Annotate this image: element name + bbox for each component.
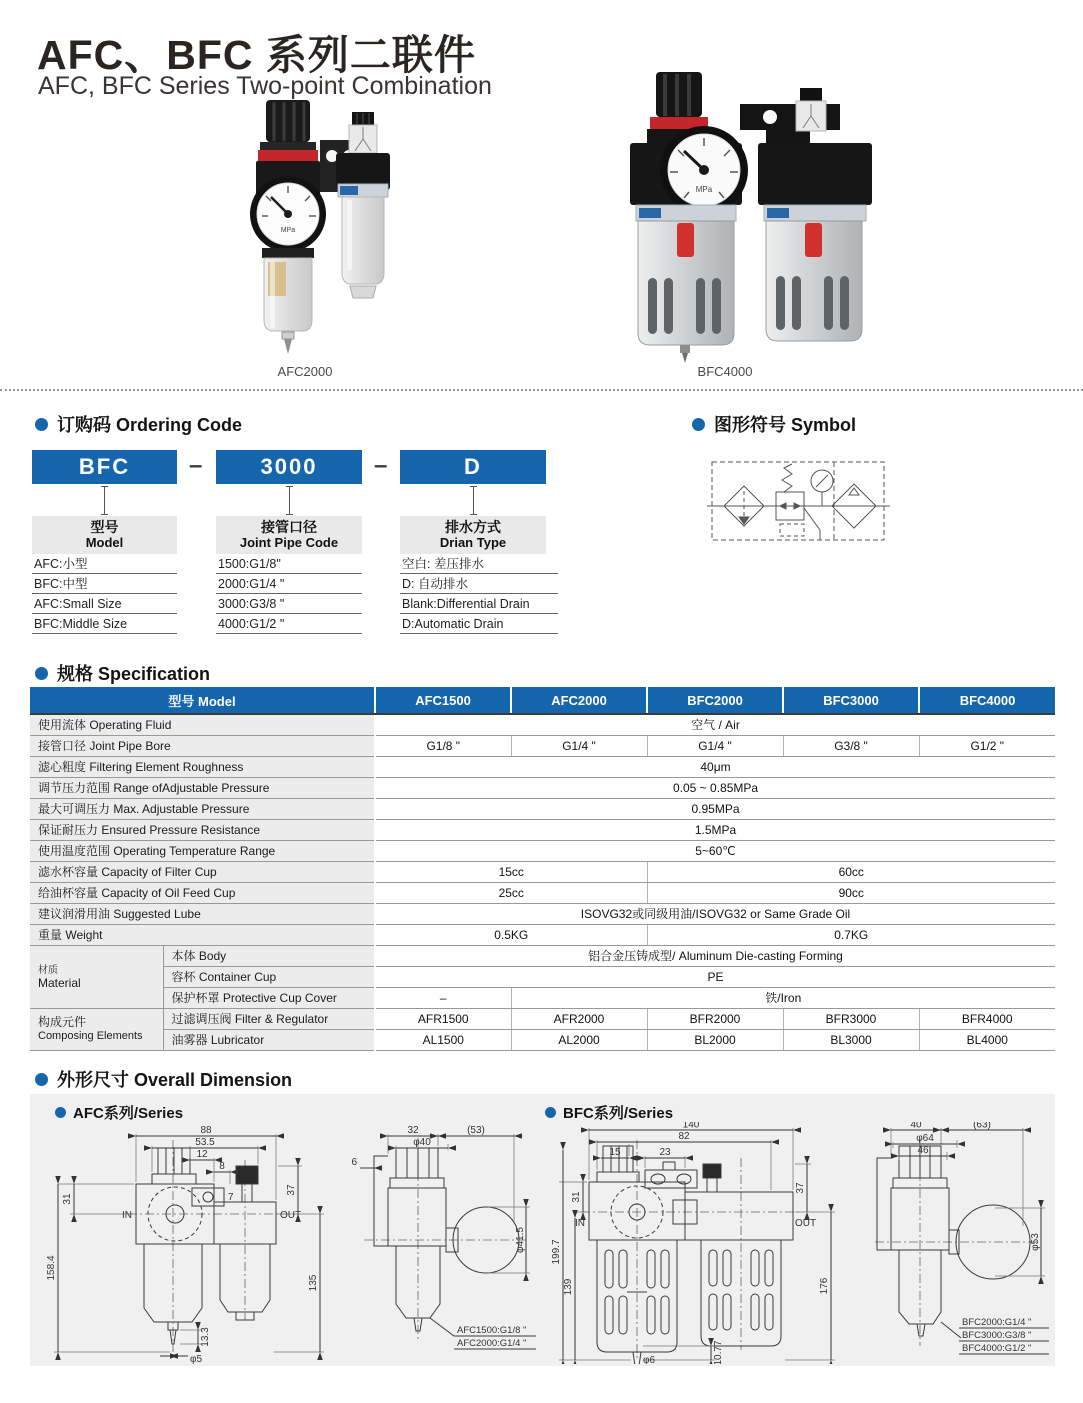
column-title-zh: 排水方式 — [445, 519, 501, 535]
dim-63-paren: (63) — [973, 1122, 991, 1131]
group-label-en: Material — [38, 976, 81, 990]
spec-header-row — [30, 687, 1055, 714]
bfc-series-heading — [545, 1102, 673, 1123]
bfc-pressure-gauge — [660, 126, 748, 214]
bfc-side-drawing — [845, 1122, 1055, 1369]
table-row — [30, 840, 1055, 861]
spec-cell: 0.95MPa — [375, 798, 1055, 819]
spec-cell: 25cc — [375, 882, 647, 903]
spec-group-composing — [30, 1008, 163, 1050]
dim-15: 15 — [609, 1147, 621, 1158]
bfc-port-note-3: BFC4000:G1/2 " — [962, 1343, 1032, 1354]
column-title-zh: 型号 — [90, 519, 119, 535]
bfc-side-view — [845, 1122, 1055, 1364]
table-row — [30, 924, 1055, 945]
section-bullet-icon — [692, 418, 705, 431]
spec-cell: ISOVG32或同级用油/ISOVG32 or Same Grade Oil — [375, 903, 1055, 924]
dotted-divider — [0, 389, 1083, 391]
table-row — [30, 903, 1055, 924]
dim-53-paren: (53) — [467, 1125, 485, 1136]
spec-cell: AL1500 — [375, 1029, 511, 1050]
out-label: OUT — [795, 1218, 817, 1229]
page-subtitle: AFC, BFC Series Two-point Combination — [38, 72, 492, 100]
spec-sub-label: 容杯 Container Cup — [163, 966, 375, 987]
spec-row-label: 重量 Weight — [30, 924, 375, 945]
column-title-en: Joint Pipe Code — [239, 535, 339, 550]
spec-cell: 空气 / Air — [375, 714, 1055, 735]
spec-header-col: AFC1500 — [375, 687, 511, 714]
series-bullet-icon — [55, 1107, 66, 1118]
symbol-heading-text: 图形符号 Symbol — [714, 415, 857, 435]
table-row — [30, 756, 1055, 777]
dim-phi41-5: φ41.5 — [515, 1227, 526, 1253]
table-row — [30, 1029, 1055, 1050]
dim-53-5: 53.5 — [195, 1137, 215, 1148]
table-row — [30, 798, 1055, 819]
afc-product-label: AFC2000 — [277, 364, 333, 379]
column-title-en: Drian Type — [439, 535, 507, 550]
dim-135: 135 — [308, 1274, 319, 1292]
ordering-column-title — [400, 516, 546, 554]
ordering-option: D: 自动排水 — [400, 574, 558, 594]
ordering-column-model — [32, 516, 177, 634]
spec-row-label: 接管口径 Joint Pipe Bore — [30, 735, 375, 756]
ordering-code-heading — [35, 411, 242, 437]
ordering-option: BFC:Middle Size — [32, 614, 177, 634]
spec-row-label: 滤心粗度 Filtering Element Roughness — [30, 756, 375, 777]
section-bullet-icon — [35, 418, 48, 431]
section-bullet-icon — [35, 1073, 48, 1086]
spec-cell: BFR3000 — [783, 1008, 919, 1029]
afc-product-illustration — [222, 96, 422, 361]
dim-88: 88 — [200, 1125, 212, 1136]
spec-row-label: 调节压力范围 Range ofAdjustable Pressure — [30, 777, 375, 798]
dim-32: 32 — [407, 1125, 419, 1136]
bfc-front-drawing — [545, 1122, 845, 1369]
spec-cell: AFR2000 — [511, 1008, 647, 1029]
dim-7: 7 — [228, 1192, 234, 1203]
ordering-option: 空白: 差压排水 — [400, 554, 558, 574]
gauge-symbol — [811, 470, 833, 506]
afc-series-heading — [55, 1102, 183, 1123]
connector-line — [104, 486, 105, 515]
spec-sub-label: 本体 Body — [163, 945, 375, 966]
spec-cell: 40μm — [375, 756, 1055, 777]
bfc-product-label: BFC4000 — [697, 364, 753, 379]
dim-phi5: φ5 — [190, 1354, 203, 1364]
spec-header-model: 型号 Model — [30, 687, 375, 714]
ordering-option: 2000:G1/4 " — [216, 574, 362, 594]
dim-8: 8 — [219, 1161, 225, 1172]
spec-cell: BL3000 — [783, 1029, 919, 1050]
column-title-en: Model — [85, 535, 124, 550]
table-row — [30, 1008, 1055, 1029]
group-label-en: Composing Elements — [38, 1029, 143, 1042]
spec-row-label: 保证耐压力 Ensured Pressure Resistance — [30, 819, 375, 840]
spec-cell: – — [375, 987, 511, 1008]
ordering-option: AFC:Small Size — [32, 594, 177, 614]
spec-header-col: BFC4000 — [919, 687, 1055, 714]
ordering-option: 4000:G1/2 " — [216, 614, 362, 634]
afc-port-note-2: AFC2000:G1/4 " — [457, 1338, 527, 1349]
dim-82: 82 — [678, 1131, 690, 1142]
afc-front-drawing — [40, 1122, 340, 1369]
bfc-port-note-1: BFC2000:G1/4 " — [962, 1317, 1032, 1328]
spec-cell: PE — [375, 966, 1055, 987]
spec-cell: 铁/Iron — [511, 987, 1055, 1008]
spec-cell: G1/8 " — [375, 735, 511, 756]
ordering-dash: – — [374, 452, 388, 479]
table-row — [30, 819, 1055, 840]
in-label: IN — [122, 1210, 132, 1221]
specification-heading — [35, 660, 210, 686]
spec-row-label: 最大可调压力 Max. Adjustable Pressure — [30, 798, 375, 819]
bfc-product-photo — [592, 66, 887, 363]
table-row — [30, 714, 1055, 735]
ordering-column-title — [32, 516, 177, 554]
table-row — [30, 861, 1055, 882]
afc-side-drawing — [330, 1122, 540, 1369]
spec-cell: 0.5KG — [375, 924, 647, 945]
spec-header-col: BFC3000 — [783, 687, 919, 714]
spec-cell: 0.05 ~ 0.85MPa — [375, 777, 1055, 798]
connector-line — [473, 486, 474, 515]
dim-37: 37 — [286, 1184, 297, 1196]
bfc-front-view — [545, 1122, 845, 1364]
table-row — [30, 966, 1055, 987]
group-label-zh: 构成元件 — [38, 1014, 87, 1029]
spec-header-col: BFC2000 — [647, 687, 783, 714]
dimension-heading-text: 外形尺寸 Overall Dimension — [57, 1070, 293, 1090]
ordering-option: Blank:Differential Drain — [400, 594, 558, 614]
dim-phi64: φ64 — [916, 1133, 934, 1144]
spec-cell: G3/8 " — [783, 735, 919, 756]
spec-cell: BL2000 — [647, 1029, 783, 1050]
dim-13-3: 13.3 — [200, 1327, 211, 1347]
dim-140: 140 — [682, 1122, 700, 1131]
afc-port-note-1: AFC1500:G1/8 " — [457, 1325, 527, 1336]
afc-series-heading-text: AFC系列/Series — [73, 1105, 184, 1122]
dim-31: 31 — [571, 1191, 582, 1203]
dim-12: 12 — [196, 1149, 208, 1160]
dim-37: 37 — [795, 1182, 806, 1194]
spec-sub-label: 过滤调压阀 Filter & Regulator — [163, 1008, 375, 1029]
spec-row-label: 使用温度范围 Operating Temperature Range — [30, 840, 375, 861]
ordering-option: D:Automatic Drain — [400, 614, 558, 634]
dim-199-7: 199.7 — [551, 1239, 562, 1265]
spec-row-label: 建议润滑用油 Suggested Lube — [30, 903, 375, 924]
bfc-product-illustration — [592, 66, 887, 363]
spec-cell: 15cc — [375, 861, 647, 882]
dim-46: 46 — [917, 1145, 929, 1156]
gauge-unit-label: MPa — [280, 227, 296, 234]
dimension-heading — [35, 1066, 292, 1092]
ordering-box-drain: D — [400, 450, 546, 484]
bfc-port-note-2: BFC3000:G3/8 " — [962, 1330, 1032, 1341]
regulator-symbol — [776, 464, 820, 540]
ordering-column-drain — [400, 516, 558, 634]
table-row — [30, 777, 1055, 798]
ordering-code-heading-text: 订购码 Ordering Code — [57, 415, 243, 435]
dim-31: 31 — [62, 1193, 73, 1205]
dim-158-4: 158.4 — [46, 1255, 57, 1281]
symbol-heading — [692, 411, 856, 437]
spec-cell: BL4000 — [919, 1029, 1055, 1050]
spec-row-label: 滤水杯容量 Capacity of Filter Cup — [30, 861, 375, 882]
bfc-series-heading-text: BFC系列/Series — [563, 1105, 674, 1122]
page-title: AFC、BFC 系列二联件 — [37, 32, 476, 78]
series-bullet-icon — [545, 1107, 556, 1118]
table-row — [30, 945, 1055, 966]
ordering-option: BFC:中型 — [32, 574, 177, 594]
table-row — [30, 735, 1055, 756]
table-row — [30, 882, 1055, 903]
ordering-box-model: BFC — [32, 450, 177, 484]
ordering-option: AFC:小型 — [32, 554, 177, 574]
spec-cell: G1/2 " — [919, 735, 1055, 756]
dim-phi6: φ6 — [643, 1355, 656, 1364]
afc-side-view — [330, 1122, 540, 1364]
dim-10-77: 10.77 — [713, 1340, 724, 1364]
table-row — [30, 987, 1055, 1008]
ordering-column-title — [216, 516, 362, 554]
dim-40: 40 — [910, 1122, 922, 1131]
in-label: IN — [575, 1218, 585, 1229]
dim-139: 139 — [563, 1278, 574, 1296]
specification-heading-text: 规格 Specification — [57, 664, 211, 684]
ordering-option: 3000:G3/8 " — [216, 594, 362, 614]
dim-phi53: φ53 — [1030, 1233, 1041, 1251]
dim-6: 6 — [351, 1157, 357, 1168]
spec-cell: BFR4000 — [919, 1008, 1055, 1029]
afc-pressure-gauge — [250, 176, 326, 252]
connector-line — [289, 486, 290, 515]
spec-cell: G1/4 " — [511, 735, 647, 756]
spec-sub-label: 保护杯罩 Protective Cup Cover — [163, 987, 375, 1008]
spec-cell: AFR1500 — [375, 1008, 511, 1029]
spec-cell: 1.5MPa — [375, 819, 1055, 840]
spec-cell: 60cc — [647, 861, 1055, 882]
spec-row-label: 使用流体 Operating Fluid — [30, 714, 375, 735]
dim-176: 176 — [819, 1277, 830, 1295]
spec-cell: 铝合金压铸成型/ Aluminum Die-casting Forming — [375, 945, 1055, 966]
ordering-option: 1500:G1/8" — [216, 554, 362, 574]
spec-row-label: 给油杯容量 Capacity of Oil Feed Cup — [30, 882, 375, 903]
ordering-dash: – — [189, 452, 203, 479]
pneumatic-symbol-diagram — [706, 448, 891, 550]
spec-sub-label: 油雾器 Lubricator — [163, 1029, 375, 1050]
section-bullet-icon — [35, 667, 48, 680]
pneumatic-symbol — [706, 448, 891, 550]
afc-product-photo — [222, 96, 422, 361]
spec-cell: BFR2000 — [647, 1008, 783, 1029]
afc-front-view — [40, 1122, 340, 1364]
out-label: OUT — [280, 1210, 302, 1221]
dim-23: 23 — [659, 1147, 671, 1158]
group-label-zh: 材质 — [38, 965, 58, 976]
spec-group-material — [30, 945, 163, 1008]
spec-header-col: AFC2000 — [511, 687, 647, 714]
spec-cell: AL2000 — [511, 1029, 647, 1050]
column-title-zh: 接管口径 — [261, 519, 317, 535]
afc-lubricator-unit — [336, 112, 390, 298]
ordering-box-pipe-code: 3000 — [216, 450, 362, 484]
spec-cell: 0.7KG — [647, 924, 1055, 945]
spec-cell: 90cc — [647, 882, 1055, 903]
dim-phi40: φ40 — [413, 1137, 431, 1148]
ordering-column-pipe-code — [216, 516, 362, 634]
specification-table — [30, 687, 1055, 1051]
spec-cell: 5~60℃ — [375, 840, 1055, 861]
gauge-unit-label: MPa — [695, 185, 713, 194]
bfc-regulator-unit — [630, 72, 748, 363]
spec-cell: G1/4 " — [647, 735, 783, 756]
